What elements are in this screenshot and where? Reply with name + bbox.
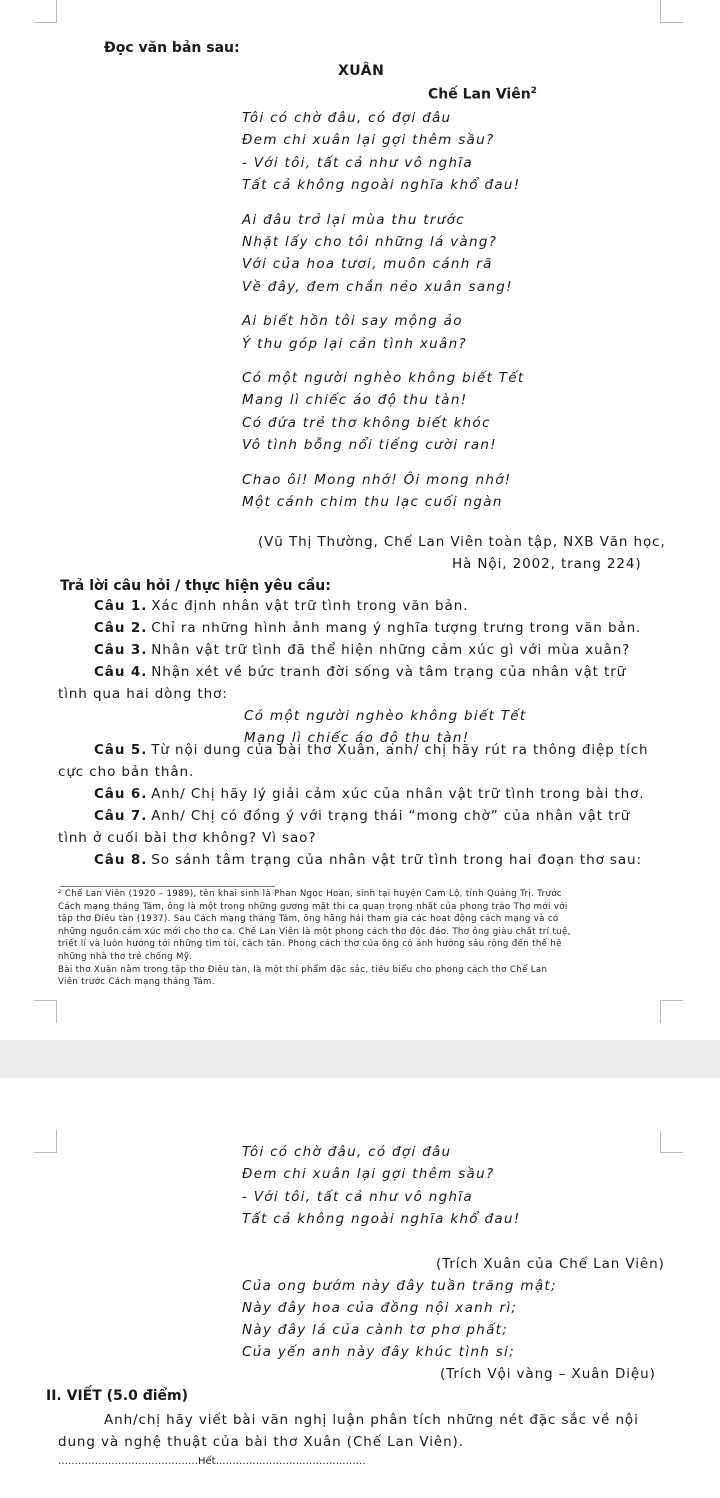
reading-instruction: Đọc văn bản sau: bbox=[104, 40, 240, 56]
question-8 bbox=[94, 852, 642, 868]
section-2-task-line-2: dung và nghệ thuật của bài thơ Xuân (Chế Lan Viên). bbox=[58, 1434, 464, 1450]
question-text: Anh/ Chị có đồng ý với trạng thái “mong chờ” của nhân vật trữ bbox=[151, 808, 631, 824]
footnote-line: Viên trước Cách mạng tháng Tám. bbox=[58, 977, 215, 988]
question-4 bbox=[94, 664, 626, 680]
question-5-continuation: cực cho bản thân. bbox=[58, 764, 195, 780]
poem-line: Ai đâu trở lại mùa thu trước bbox=[242, 211, 465, 228]
poem-line: Với của hoa tươi, muôn cánh rã bbox=[242, 256, 493, 273]
question-text: Nhận xét về bức tranh đời sống và tâm trạng của nhân vật trữ bbox=[151, 664, 627, 680]
poem-line: Ý thu góp lại cản tình xuân? bbox=[242, 335, 467, 352]
compare-source-1: (Trích Xuân của Chế Lan Viên) bbox=[436, 1256, 665, 1272]
source-citation-line-2: Hà Nội, 2002, trang 224) bbox=[452, 556, 642, 572]
quoted-poem-line: Có một người nghèo không biết Tết bbox=[244, 708, 527, 724]
excerpt-line: Tôi có chờ đâu, có đợi đâu bbox=[242, 1144, 452, 1160]
poem-line: Mang lì chiếc áo độ thu tàn! bbox=[242, 392, 468, 409]
question-text: Xác định nhân vật trữ tình trong văn bản. bbox=[151, 598, 469, 614]
footnote-line: Cách mạng tháng Tám, ông là một trong những gương mặt thi ca quan trọng nhất của phong trào Thơ mới với bbox=[58, 901, 568, 912]
footnote-divider bbox=[60, 886, 275, 887]
question-number: Câu 1. bbox=[94, 598, 148, 614]
question-2 bbox=[94, 620, 641, 636]
excerpt-line: Này đây lá của cành tơ phơ phất; bbox=[242, 1322, 509, 1338]
question-number: Câu 2. bbox=[94, 620, 148, 636]
poem-line: Có một người nghèo không biết Tết bbox=[242, 370, 525, 386]
question-text: So sánh tâm trạng của nhân vật trữ tình trong hai đoạn thơ sau: bbox=[151, 852, 642, 868]
poem-line: Tất cả không ngoài nghĩa khổ đau! bbox=[242, 177, 521, 194]
poem-line: Chao ôi! Mong nhớ! Ôi mong nhớ! bbox=[242, 471, 512, 488]
section-2-task-line-1: Anh/chị hãy viết bài văn nghị luận phân tích những nét đặc sắc về nội bbox=[104, 1412, 639, 1428]
crop-mark-top-right bbox=[660, 1130, 683, 1153]
poem-line: - Với tôi, tất cả như vô nghĩa bbox=[242, 154, 473, 171]
poem-title: XUÂN bbox=[338, 63, 385, 79]
excerpt-line: Đem chi xuân lại gợi thêm sầu? bbox=[242, 1166, 495, 1183]
question-text: Nhân vật trữ tình đã thể hiện những cảm xúc gì với mùa xuân? bbox=[151, 642, 631, 658]
question-4-continuation: tình qua hai dòng thơ: bbox=[58, 686, 228, 702]
end-mark: ……………………………………Hết……………………………………… bbox=[58, 1456, 366, 1467]
question-text: Từ nội dung của bài thơ Xuân, anh/ chị hãy rút ra thông điệp tích bbox=[151, 742, 649, 758]
footnote-line: những nhà thơ trẻ chống Mỹ. bbox=[58, 952, 193, 962]
poem-line: Một cánh chim thu lạc cuối ngàn bbox=[242, 494, 503, 510]
quoted-poem-line: Mang lì chiếc áo độ thu tàn! bbox=[244, 730, 470, 746]
footnote-line: tập thơ Điêu tàn (1937). Sau Cách mạng tháng Tám, ông hăng hái tham gia các hoạt động cách mạng và có bbox=[58, 914, 559, 925]
question-number: Câu 6. bbox=[94, 786, 148, 802]
excerpt-line: Tất cả không ngoài nghĩa khổ đau! bbox=[242, 1211, 521, 1228]
poem-line: Đem chi xuân lại gợi thêm sầu? bbox=[242, 132, 495, 149]
poem-line: Về đây, đem chắn nẻo xuân sang! bbox=[242, 278, 513, 295]
crop-mark-bottom-right bbox=[660, 1000, 683, 1023]
question-number: Câu 5. bbox=[94, 742, 148, 758]
question-text: Chỉ ra những hình ảnh mang ý nghĩa tượng trưng trong văn bản. bbox=[151, 620, 642, 636]
question-3 bbox=[94, 642, 630, 658]
crop-mark-bottom-left bbox=[34, 1000, 57, 1023]
question-6 bbox=[94, 786, 644, 802]
document-page-2 bbox=[0, 1078, 720, 1498]
poem-line: Vô tình bỗng nổi tiếng cười ran! bbox=[242, 437, 497, 454]
poem-line: Tôi có chờ đâu, có đợi đâu bbox=[242, 110, 452, 126]
footnote-line: Bài thơ Xuân nằm trong tập thơ Điêu tàn, là một thi phẩm đặc sắc, tiêu biểu cho phong cách thơ Chế Lan bbox=[58, 964, 548, 975]
question-number: Câu 3. bbox=[94, 642, 148, 658]
crop-mark-top-left bbox=[34, 1130, 57, 1153]
question-number: Câu 8. bbox=[94, 852, 148, 868]
footnote-line: ² Chế Lan Viên (1920 – 1989), tên khai sinh là Phan Ngọc Hoan, sinh tại huyện Cam Lộ, tỉnh Quảng Trị. Trước bbox=[58, 889, 563, 899]
compare-source-2: (Trích Vội vàng – Xuân Diệu) bbox=[440, 1366, 656, 1382]
author-name: Chế Lan Viên bbox=[428, 86, 531, 103]
poem-line: Nhặt lấy cho tôi những lá vàng? bbox=[242, 234, 498, 250]
question-number: Câu 7. bbox=[94, 808, 148, 824]
poem-line: Ai biết hồn tôi say mộng ảo bbox=[242, 313, 463, 330]
excerpt-line: Này đây hoa của đồng nội xanh rì; bbox=[242, 1300, 518, 1316]
source-citation-line-1: (Vũ Thị Thường, Chế Lan Viên toàn tập, NXB Văn học, bbox=[258, 534, 666, 550]
footnote-line: triết lí và luôn hướng tới những tìm tòi, cách tân. Phong cách thơ của ông có ảnh hưởng sâu rộng đến thế hệ bbox=[58, 939, 562, 950]
question-7-continuation: tình ở cuối bài thơ không? Vì sao? bbox=[58, 830, 317, 846]
section-2-heading: II. VIẾT (5.0 điểm) bbox=[46, 1388, 189, 1404]
poem-author bbox=[428, 86, 537, 103]
excerpt-line: Của ong bướm này đây tuần trăng mật; bbox=[242, 1278, 557, 1294]
question-number: Câu 4. bbox=[94, 664, 148, 680]
question-1 bbox=[94, 598, 468, 614]
task-heading: Trả lời câu hỏi / thực hiện yêu cầu: bbox=[60, 578, 331, 594]
excerpt-line: Của yến anh này đây khúc tình si; bbox=[242, 1344, 515, 1360]
footnote-mark: 2 bbox=[530, 86, 537, 96]
question-7 bbox=[94, 808, 630, 824]
question-text: Anh/ Chị hãy lý giải cảm xúc của nhân vật trữ tình trong bài thơ. bbox=[151, 786, 645, 802]
crop-mark-top-right bbox=[660, 0, 683, 23]
poem-line: Có đứa trẻ thơ không biết khóc bbox=[242, 414, 491, 431]
excerpt-line: - Với tôi, tất cả như vô nghĩa bbox=[242, 1188, 473, 1205]
crop-mark-top-left bbox=[34, 0, 57, 23]
footnote-line: những nguồn cảm xúc mới cho thơ ca. Chế Lan Viên là một phong cách thơ độc đáo. Thơ ông giàu chất trí tuệ, bbox=[58, 926, 571, 937]
